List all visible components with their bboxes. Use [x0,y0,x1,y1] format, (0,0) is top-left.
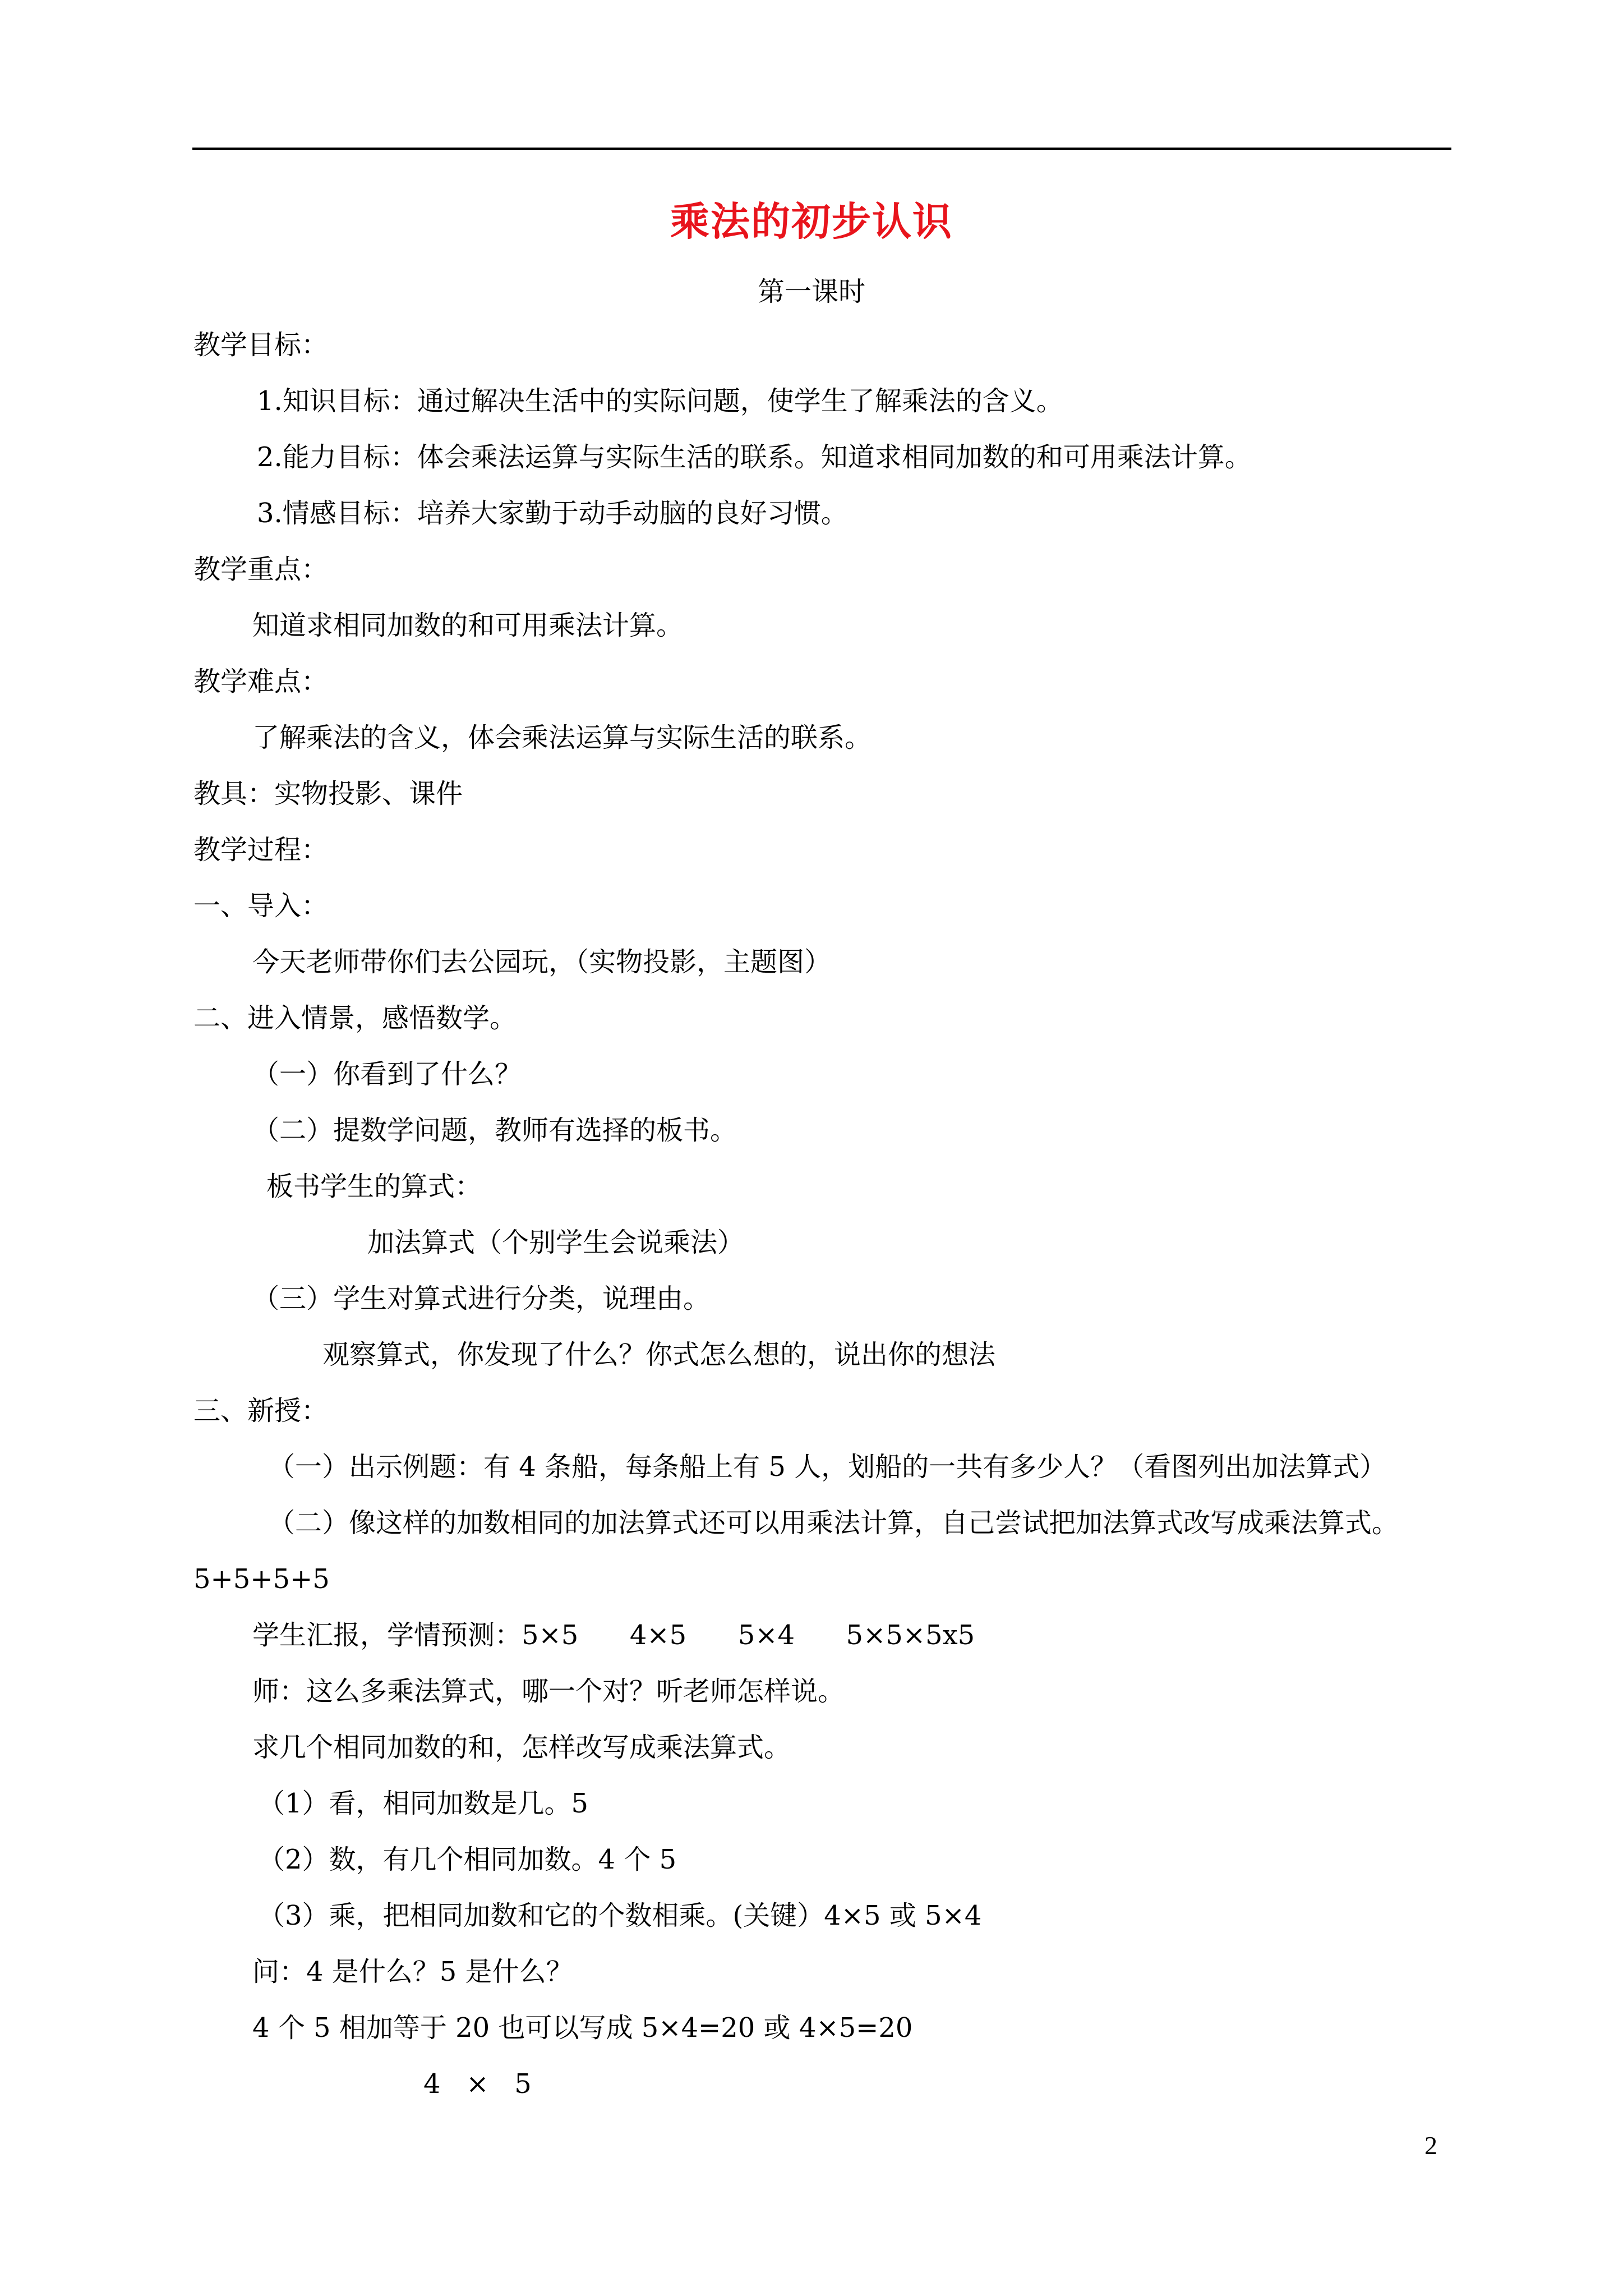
document-subtitle: 第一课时 [757,276,865,307]
difficulty-text: 了解乘法的含义，体会乘法运算与实际生活的联系。 [252,722,872,753]
step-1-text: 今天老师带你们去公园玩，（实物投影，主题图） [252,946,832,978]
step-3-rewrite: （二）像这样的加数相同的加法算式还可以用乘法计算，自己尝试把加法算式改写成乘法算式。 [268,1507,1399,1539]
step-2-item-1: （一）你看到了什么？ [252,1059,522,1090]
student-report: 学生汇报，学情预测：5×5 4×5 5×4 5×5×5x5 [252,1619,975,1651]
addition-expression: 5+5+5+5 [193,1563,330,1595]
goal-emotion: 3.情感目标：培养大家勤于动手动脑的良好习惯。 [257,498,848,529]
method-intro: 求几个相同加数的和，怎样改写成乘法算式。 [252,1732,791,1763]
method-step-multiply: （3）乘，把相同加数和它的个数相乘。(关键）4×5 或 5×4 [258,1900,982,1931]
step-1-heading: 一、导入： [193,890,329,922]
section-heading-key-points: 教学重点： [193,554,329,585]
step-3-example: （一）出示例题：有 4 条船，每条船上有 5 人，划船的一共有多少人？（看图列出加法算式） [268,1451,1387,1483]
question-meaning: 问：4 是什么？5 是什么？ [252,1956,573,1987]
section-heading-process: 教学过程： [193,834,329,866]
goal-ability: 2.能力目标：体会乘法运算与实际生活的联系。知道求相同加数的和可用乘法计算。 [257,441,1252,473]
section-heading-difficulties: 教学难点： [193,666,329,697]
step-2-board-note: 板书学生的算式： [266,1171,482,1202]
step-2-item-3: （三）学生对算式进行分类，说理由。 [252,1283,711,1314]
step-2-addition-note: 加法算式（个别学生会说乘法） [367,1227,745,1258]
key-point-text: 知道求相同加数的和可用乘法计算。 [252,610,684,641]
teacher-question: 师：这么多乘法算式，哪一个对？听老师怎样说。 [252,1676,845,1707]
page-number: 2 [1424,2131,1437,2160]
method-step-count: （2）数，有几个相同加数。4 个 5 [258,1844,677,1875]
equation-statement: 4 个 5 相加等于 20 也可以写成 5×4=20 或 4×5=20 [252,2012,913,2044]
teaching-aids: 教具：实物投影、课件 [193,778,463,809]
multiplication-layout: 4 × 5 [423,2068,532,2100]
document-title: 乘法的初步认识 [670,198,953,245]
section-heading-goals: 教学目标： [193,329,329,361]
goal-knowledge: 1.知识目标：通过解决生活中的实际问题，使学生了解乘法的含义。 [257,385,1063,417]
step-2-item-2: （二）提数学问题，教师有选择的板书。 [252,1115,737,1146]
step-2-observe: 观察算式，你发现了什么？你式怎么想的，说出你的想法 [322,1339,996,1370]
header-rule [192,148,1451,150]
step-3-heading: 三、新授： [193,1395,329,1427]
step-2-heading: 二、进入情景，感悟数学。 [193,1002,517,1034]
method-step-look: （1）看，相同加数是几。5 [258,1788,589,1819]
